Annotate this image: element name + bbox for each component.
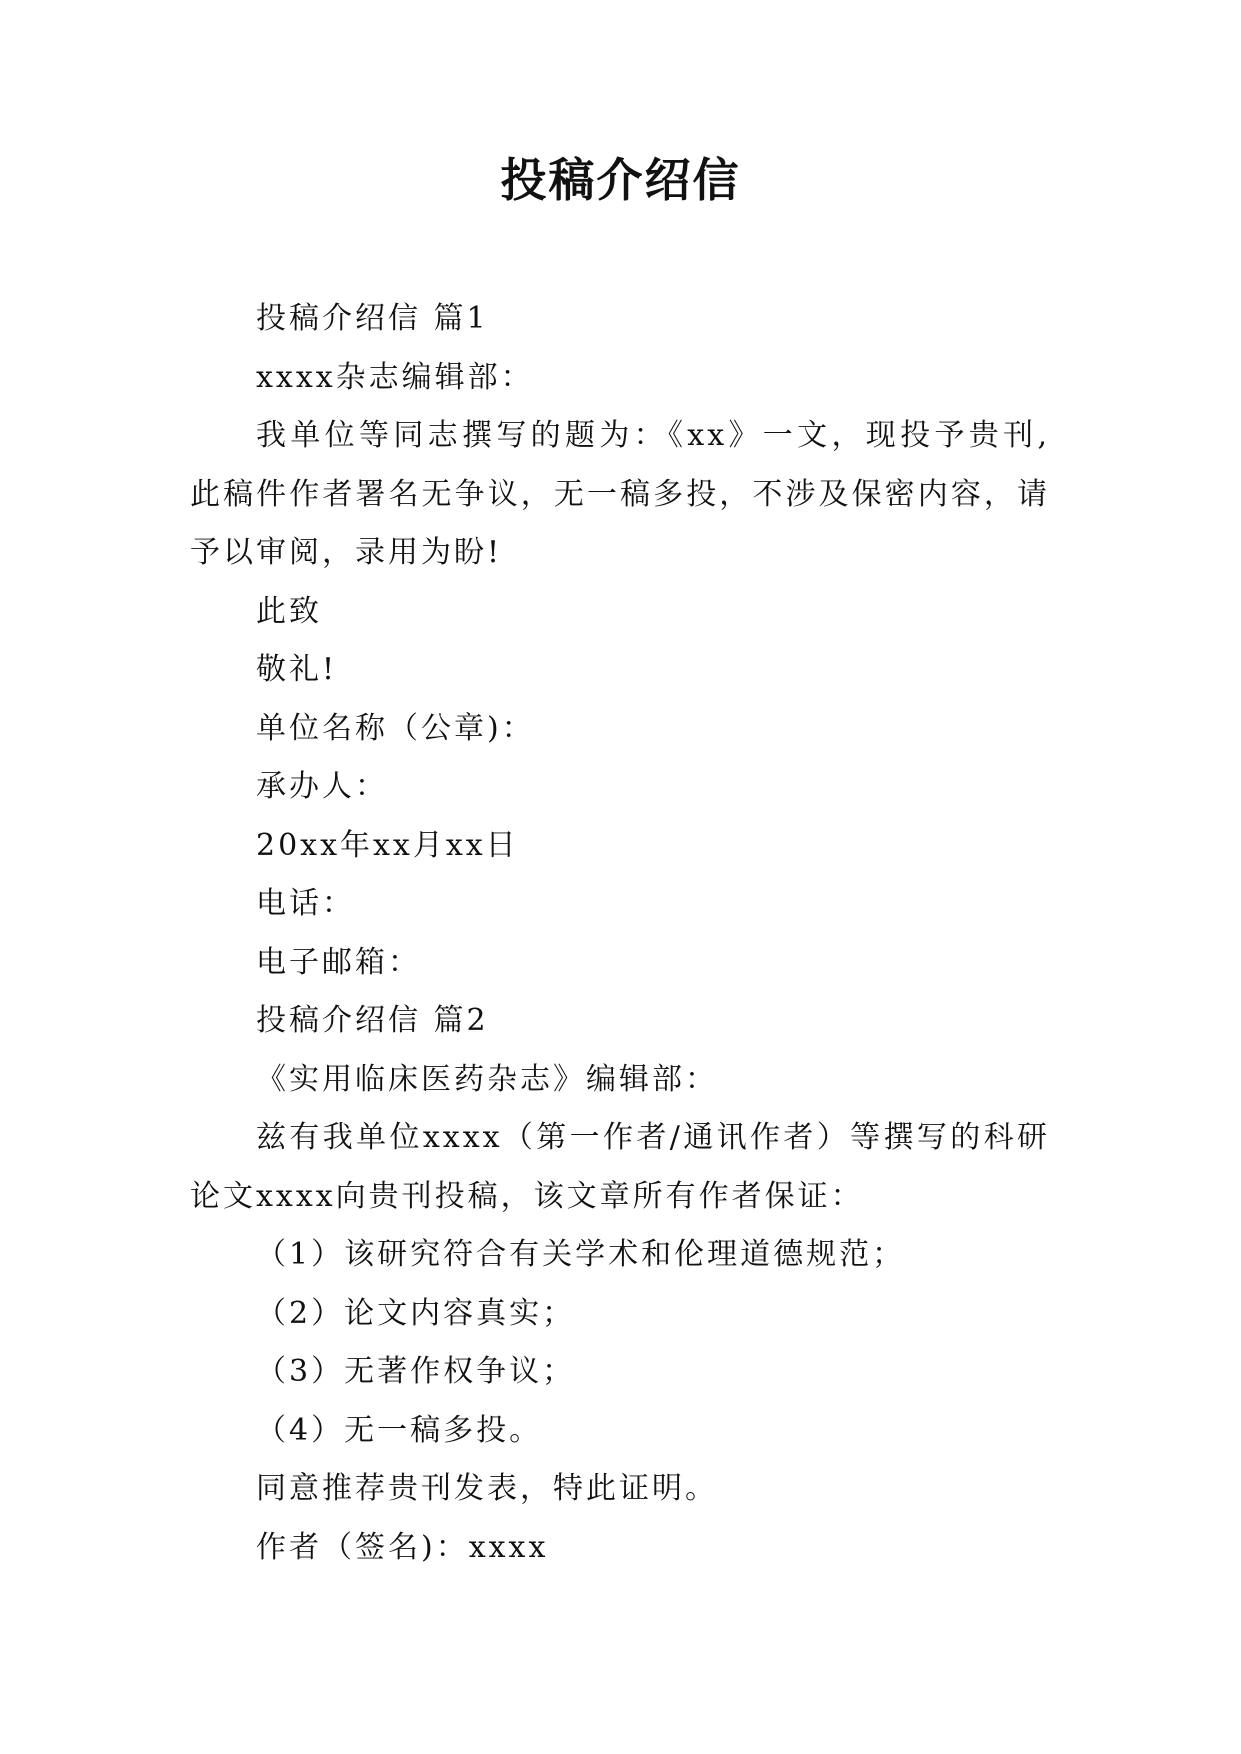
document-title: 投稿介绍信 (500, 153, 741, 207)
section-heading-1: 投稿介绍信 篇1 (256, 301, 489, 336)
author-signature-line: 作者（签名)：xxxx (256, 1529, 549, 1565)
email-line: 电子邮箱： (256, 944, 421, 980)
recipient-line-2: 《实用临床医药杂志》编辑部： (256, 1061, 718, 1097)
guarantee-item-3: （3）无著作权争议； (256, 1354, 576, 1389)
guarantee-item-4: （4）无一稿多投。 (256, 1412, 543, 1448)
letter-body-paragraph-2: 兹有我单位xxxx（第一作者/通讯作者）等撰写的科研论文xxxx向贵刊投稿，该文章所有作者保证： (190, 1120, 1050, 1214)
closing-line: 此致 (256, 593, 322, 629)
guarantee-item-2: （2）论文内容真实； (256, 1295, 576, 1331)
document-body (190, 290, 1050, 1577)
guarantee-item-1: （1）该研究符合有关学术和伦理道德规范； (256, 1237, 906, 1272)
handler-line: 承办人： (256, 769, 388, 804)
recipient-line: xxxx杂志编辑部： (256, 359, 534, 395)
section-heading-2: 投稿介绍信 篇2 (256, 1003, 489, 1038)
recommendation-line: 同意推荐贵刊发表，特此证明。 (256, 1471, 718, 1506)
phone-line: 电话： (256, 886, 355, 921)
unit-name-line: 单位名称（公章)： (256, 710, 535, 746)
date-line: 20xx年xx月xx日 (256, 827, 519, 863)
salutation-line: 敬礼! (256, 652, 338, 687)
letter-body-paragraph: 我单位等同志撰写的题为：《xx》一文，现投予贵刊,此稿件作者署名无争议，无一稿多投，不涉及保密内容，请予以审阅，录用为盼! (190, 418, 1050, 570)
